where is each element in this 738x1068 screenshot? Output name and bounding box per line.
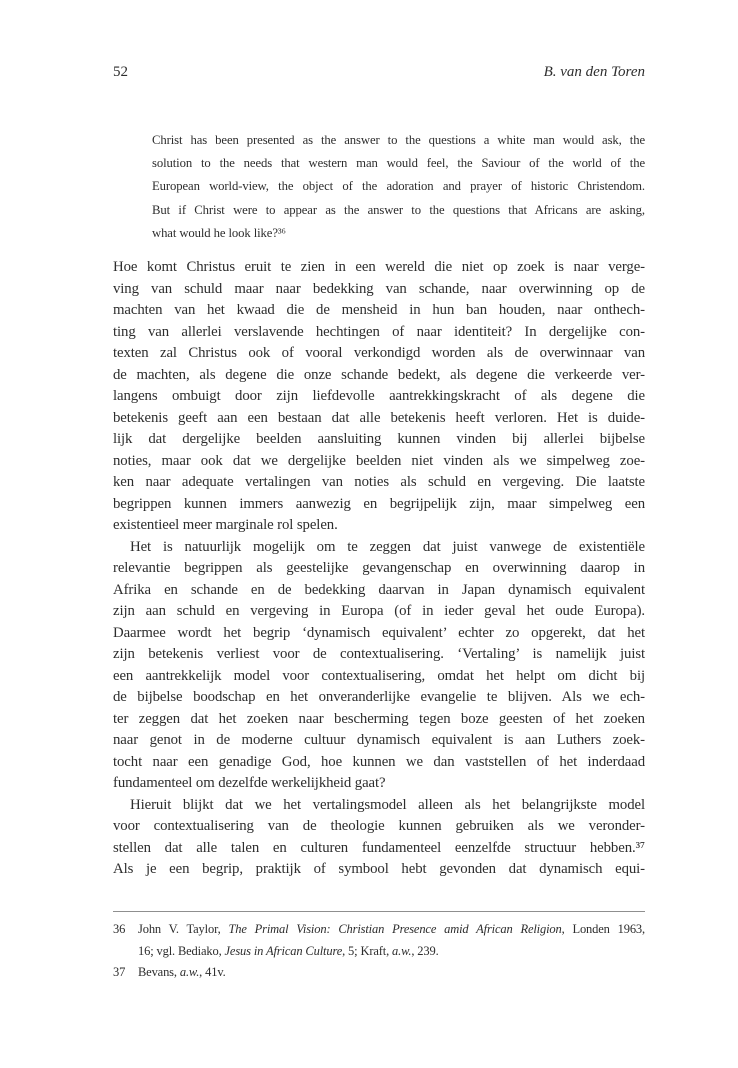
footnote-separator <box>113 911 645 912</box>
footnote-number: 36 <box>113 922 126 936</box>
author-name: B. van den Toren <box>543 64 645 80</box>
italic-text: Jesus in African Culture <box>224 943 343 958</box>
text-line: voor contextualisering van de theologie kunnen gebruiken als we veronder- <box>113 818 645 834</box>
text-line: ving van schuld maar naar bedekking van schande, naar overwinning op de <box>113 280 645 297</box>
text-line: Afrika en schande en de bedekking daarvan in Japan dynamisch equivalent <box>113 581 645 598</box>
quote-line: solution to the needs that western man would feel, the Saviour of the world of the <box>152 156 645 171</box>
footnotes-section <box>113 919 645 984</box>
text-segment: , 239. <box>411 943 439 958</box>
footnote-text <box>138 962 645 984</box>
footnote-text <box>138 919 645 962</box>
paragraph <box>113 257 645 537</box>
text-line: langens ombuigt door zijn liefdevolle aantrekkingskracht of als degene die <box>113 388 645 404</box>
text-line: de bijbelse boodschap en het onveranderlijke evangelie te blijven. Als we ech- <box>113 689 645 705</box>
text-line: ting van allerlei verslavende hechtingen of naar identiteit? In dergelijke con- <box>113 323 645 340</box>
quote-line: European world-view, the object of the adoration and prayer of historic Christendom. <box>152 179 645 194</box>
text-line: zijn aan schuld en vergeving in Europa (of in ieder geval het oude Europa). <box>113 603 645 619</box>
text-segment: Bevans, <box>138 965 180 980</box>
text-line: zijn betekenis verliest voor de contextualisering. ‘Vertaling’ is namelijk juist <box>113 646 645 662</box>
footnote-line <box>138 941 645 963</box>
text-segment: 16; vgl. Bediako, <box>138 943 225 958</box>
page-header <box>113 64 645 81</box>
text-line: begrippen kunnen immers aanwezig en begrijpelijk zijn, maar simpelweg een <box>113 495 645 512</box>
text-segment: John V. Taylor, <box>138 922 229 936</box>
italic-text: a.w. <box>392 943 412 958</box>
text-line: existentieel meer marginale rol spelen. <box>113 517 338 533</box>
text-line: Daarmee wordt het begrip ‘dynamisch equivalent’ echter zo opgerekt, dat het <box>113 624 645 641</box>
text-line: Het is natuurlijk mogelijk om te zeggen dat juist vanwege de existentiële <box>130 538 645 555</box>
text-line: Als je een begrip, praktijk of symbool hebt gevonden dat dynamisch equi- <box>113 861 645 877</box>
text-line: relevantie begrippen als geestelijke gevangenschap en overwinning daarop in <box>113 560 645 576</box>
text-line: een aantrekkelijk model voor contextualisering, omdat het helpt om dicht bij <box>113 667 645 684</box>
italic-text: a.w. <box>179 965 200 980</box>
text-line: Hoe komt Christus eruit te zien in een wereld die niet op zoek is naar verge- <box>113 259 645 275</box>
text-line: texten zal Christus ook of vooral verkondigd worden als de overwinnaar van <box>113 345 645 361</box>
text-line: lijk dat dergelijke beelden aansluiting kunnen vinden bij allerlei bijbelse <box>113 431 645 447</box>
text-line: machten van het kwaad die de mensheid in hun ban houden, naar onthech- <box>113 302 645 318</box>
text-line: fundamenteel om dezelfde werkelijkheid gaat? <box>113 775 386 791</box>
quote-line: But if Christ were to appear as the answer to the questions that Africans are asking, <box>152 202 645 217</box>
text-segment: , 41v. <box>199 965 226 980</box>
footnote <box>113 962 645 984</box>
text-line: noties, maar ook dat we dergelijke beelden niet vinden als we simpelweg zoe- <box>113 452 645 469</box>
footnote <box>113 919 645 962</box>
paragraph <box>113 795 645 881</box>
footnote-line <box>138 962 645 984</box>
quote-line: Christ has been presented as the answer to the questions a white man would ask, the <box>152 133 645 147</box>
text-line: ter zeggen dat het zoeken naar bescherming tegen boze geesten of het zoeken <box>113 710 645 727</box>
quote-line: what would he look like?³⁶ <box>152 225 286 240</box>
italic-text: The Primal Vision: Christian Presence amid African Religion <box>228 922 562 936</box>
footnote-line <box>138 919 645 941</box>
text-line: betekenis geeft aan een bestaan dat alle betekenis heeft verloren. Het is duide- <box>113 409 645 426</box>
text-segment: , Londen 1963, <box>561 922 646 936</box>
text-line: tocht naar een genadige God, hoe kunnen we dan vaststellen of het inderdaad <box>113 753 645 770</box>
text-line: de machten, als degene die onze schande bedekt, als degene die verkeerde ver- <box>113 366 645 383</box>
footnote-number: 37 <box>113 965 126 980</box>
quote-block <box>152 129 645 245</box>
text-line: naar genot in de moderne cultuur dynamisch equivalent is aan Luthers zoek- <box>113 732 645 748</box>
text-line: ken naar adequate vertalingen van noties als schuld en vergeving. Die laatste <box>113 474 645 490</box>
text-line: Hieruit blijkt dat we het vertalingsmodel alleen als het belangrijkste model <box>130 796 645 813</box>
text-segment: , 5; Kraft, <box>342 943 393 958</box>
body-text <box>113 257 645 881</box>
text-line: stellen dat alle talen en culturen fundamenteel eenzelfde structuur hebben.³⁷ <box>113 839 645 856</box>
page-number: 52 <box>113 64 128 80</box>
paragraph <box>113 537 645 795</box>
